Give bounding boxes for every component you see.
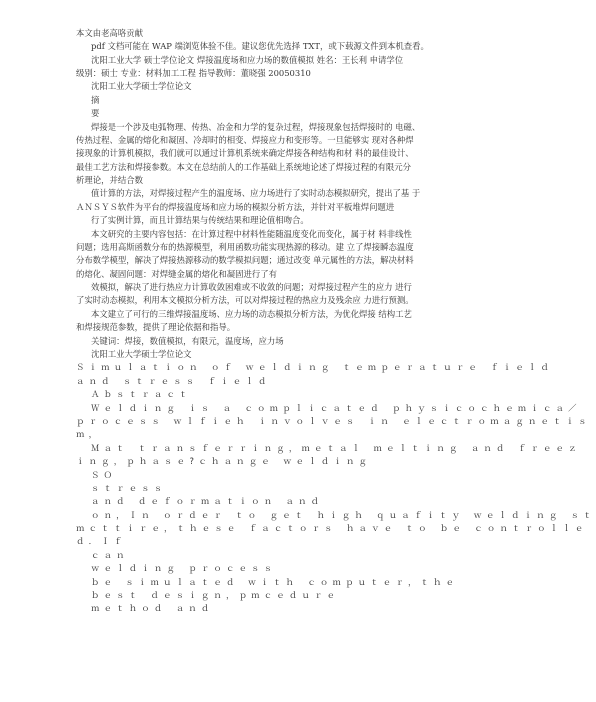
text-line: ｏｎ，Ｉｎ ｏｒｄｅｒ ｔｏ ｇｅｔ ｈｉｇｈ ｑｕａｆｉｔｙ ｗｅｌｄｉｎｇ ｓｔ [91, 510, 596, 520]
text-line: 值计算的方法，对焊接过程产生的温度场、应力场进行了实时动态模拟研究，提出了基 于 [91, 188, 421, 198]
text-line: ｍｅｔｈｏｄ ａｎｄ [91, 603, 214, 613]
text-line: 最佳工艺方法和焊接参数。本文在总结前人的工作基础上系统地论述了焊接过程的有限元分 [76, 162, 411, 172]
text-line: 本文由老高咯贡献 [76, 28, 143, 38]
text-line: 问题；选用高斯函数分布的热源模型，利用函数功能实现热源的移动。建 立了焊接瞬态温度 [76, 242, 414, 252]
text-line: ＳＯ [91, 470, 117, 480]
text-line: Ｗｅｌｄｉｎｇ ｉｓ ａ ｃｏｍｐｌｉｃａｔｅｄ ｐｈｙｓｉｃｏｃｈｅｍｉｃａ／ [91, 403, 581, 413]
text-line: 行了实例计算，而且计算结果与传统结果和理论值相吻合。 [91, 215, 309, 225]
text-line: pdf 文档可能在 WAP 端浏览体验不佳。建议您优先选择 TXT，或下载源文件到本机查看。 [91, 41, 429, 51]
text-line: 接现象的计算机模拟，我们就可以通过计算机系统来确定焊接各种结构和材 料的最佳设计、 [76, 148, 414, 158]
text-line: ｍ， [76, 429, 102, 439]
text-line: 析理论，并结合数 [76, 175, 143, 185]
text-line: 关键词：焊接，数值模拟，有限元，温度场，应力场 [91, 336, 284, 346]
text-line: 摘 [91, 95, 100, 105]
text-line: ｍｃｔｔｉｒｅ，ｔｈｅｓｅ ｆａｃｔｏｒｓ ｈａｖｅ ｔｏ ｂｅ ｃｏｎｔｒｏｌｌｅ [76, 523, 588, 533]
text-line: ｓｔｒｅｓｓ [91, 483, 167, 493]
text-line: ｐｒｏｃｅｓｓ ｗｌｆｉｅｈ ｉｎｖｏｌｖｅｓ ｉｎ ｅｌｅｃｔｒｏｍａｇｎｅｔｉｓ [76, 416, 591, 426]
text-line: 传热过程、金属的熔化和凝固、冷却时的相变、焊接应力和变形等。一旦能够实 现对各种焊 [76, 135, 414, 145]
text-line: 了实时动态模拟，利用本文模拟分析方法，可以对焊接过程的热应力及残余应 力进行预测。 [76, 295, 414, 305]
text-line: ｉｎｇ，ｐｈａｓｅ?ｃｈａｎｇｅ ｗｅｌｄｉｎｇ [76, 456, 372, 466]
text-line: 焊接是一个涉及电弧物理、传热、冶金和力学的复杂过程，焊接现象包括焊接时的 电磁、 [91, 122, 421, 132]
text-line: 的熔化、凝固问题：对焊缝金属的熔化和凝固进行了有 [76, 269, 277, 279]
text-line: ｂｅｓｔ ｄｅｓｉｇｎ，ｐｍｃｅｄｕｒｅ [91, 590, 340, 600]
text-line: 沈阳工业大学硕士学位论文 [91, 349, 192, 359]
text-line: 沈阳工业大学 硕士学位论文 焊接温度场和应力场的数值模拟 姓名：王长利 申请学位 [91, 55, 404, 65]
text-line: 要 [91, 108, 100, 118]
text-line: Ｍａｔ ｔｒａｎｓｆｅｒｒｉｎｇ，ｍｅｔａｌ ｍｅｌｔｉｎｇ ａｎｄ ｆｒｅｅｚ [91, 443, 581, 453]
text-line: ＡＮＳＹＳ软件为平台的焊接温度场和应力场的模拟分析方法，并针对平板堆焊问题进 [76, 202, 395, 212]
text-line: 和焊接规范参数，提供了理论依据和指导。 [76, 322, 236, 332]
text-line: Ａｂｓｔｒａｃｔ [91, 389, 192, 399]
text-line: ｄ．Ｉｆ [76, 536, 127, 546]
text-line: 效模拟，解决了进行热应力计算收敛困难或不收敛的问题；对焊接过程产生的应力 进行 [91, 282, 412, 292]
text-line: ａｎｄ ｄｅｆｏｒｍａｔｉｏｎ ａｎｄ [91, 496, 324, 506]
text-line: ａｎｄ ｓｔｒｅｓｓ ｆｉｅｌｄ [76, 376, 271, 386]
text-line: ｂｅ ｓｉｍｕｌａｔｅｄ ｗｉｔｈ ｃｏｍｐｕｔｅｒ，ｔｈｅ [91, 577, 459, 587]
text-line: 沈阳工业大学硕士学位论文 [91, 81, 192, 91]
text-line: 分布数学模型，解决了焊接热源移动的数学模拟问题；通过改变 单元属性的方法，解决材料 [76, 255, 414, 265]
text-line: 本文研究的主要内容包括：在计算过程中材料性能随温度变化而变化，属于材 料非线性 [91, 229, 412, 239]
text-line: 级别：硕士 专业：材料加工工程 指导教师：董晓强 20050310 [76, 68, 311, 78]
text-line: 本文建立了可行的三维焊接温度场、应力场的动态模拟分析方法，为优化焊接 结构工艺 [91, 309, 412, 319]
text-line: Ｓｉｍｕｌａｔｉｏｎ ｏｆ ｗｅｌｄｉｎｇ ｔｅｍｐｅｒａｔｕｒｅ ｆｉｅｌｄ [76, 362, 554, 372]
text-line: ｃａｎ [91, 550, 129, 560]
text-line: ｗｅｌｄｉｎｇ ｐｒｏｃｅｓｓ [91, 563, 277, 573]
